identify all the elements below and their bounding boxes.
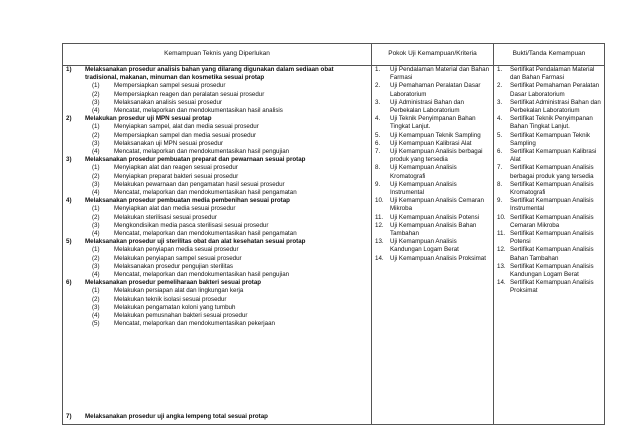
sub-item-number: (2) — [92, 90, 100, 98]
sub-item-text: Melakukan pemusnahan bakteri sesuai prosedur — [114, 312, 248, 320]
evidence-item-text: Sertifikat Pemahaman Peralatan Dasar Laboratorium — [510, 82, 600, 98]
sub-item-text: Melakukan penyiapan media sesuai prosedur — [114, 246, 239, 254]
evidence-item — [497, 132, 601, 148]
criteria-item-number: 6. — [375, 139, 381, 147]
evidence-item-text: Sertifikat Kemampuan Analisis berbagai produk yang tersedia — [510, 164, 594, 180]
criteria-item — [375, 214, 490, 222]
competency-2 — [66, 115, 368, 156]
criteria-item-text: Uji Kemampuan Analisis Kromatografi — [390, 164, 457, 180]
criteria-item-text: Uji Kemampuan Teknik Sampling — [390, 131, 481, 139]
criteria-item-text: Uji Kemampuan Analisis Cemaran Mikroba — [390, 197, 484, 213]
criteria-item — [375, 132, 490, 140]
evidence-item-number: 2. — [497, 82, 503, 90]
criteria-item-number: 8. — [375, 164, 381, 172]
evidence-item-number: 4. — [497, 115, 503, 123]
header-technical-skills: Kemampuan Teknis yang Diperlukan — [63, 44, 372, 66]
competency-title: Melaksanakan prosedur pembuatan media pembenihan sesuai protap — [85, 197, 290, 205]
table-row — [63, 66, 605, 425]
evidence-item-text: Sertifikat Kemampuan Teknik Sampling — [510, 131, 591, 147]
evidence-item — [497, 197, 601, 213]
sub-item-text: Mengkondisikan media pasca sterilisasi sesuai prosedur — [114, 221, 269, 229]
competency-number: 2) — [66, 115, 72, 123]
sub-item-text: Mencatat, melaporkan dan mendokumentasikan hasil pengujian — [114, 148, 290, 156]
criteria-item — [375, 238, 490, 254]
criteria-item-text: Uji Kemampuan Analisis Proksimat — [390, 254, 486, 262]
sub-item — [66, 271, 368, 279]
criteria-item-text: Uji Kemampuan Kalibrasi Alat — [390, 139, 472, 147]
evidence-item — [497, 230, 601, 246]
competency-heading — [66, 66, 368, 82]
competency-title: Melaksanakan prosedur uji sterilitas obat dan alat kesehatan sesuai protap — [85, 238, 306, 246]
evidence-item-number: 11. — [497, 230, 506, 238]
sub-item-number: (4) — [92, 148, 100, 156]
sub-item-number: (1) — [92, 123, 100, 131]
competency-heading — [66, 156, 368, 164]
competency-heading — [66, 115, 368, 123]
competency-heading — [66, 197, 368, 205]
evidence-item-text: Sertifikat Administrasi Bahan dan Perbekalan Laboratorium — [510, 98, 601, 115]
sub-item — [66, 140, 368, 148]
criteria-item-text: Uji Kemampuan Analisis Instrumental — [390, 180, 457, 197]
criteria-item-text: Uji Pemahaman Peralatan Dasar Laboratorium — [390, 82, 481, 98]
sub-item-text: Melakukan pewarnaan dan pengamatan hasil sesuai prosedur — [114, 180, 285, 188]
competency-number: 4) — [66, 197, 72, 205]
criteria-item-number: 4. — [375, 115, 381, 123]
evidence-item-text: Sertifikat Kemampuan Kalibrasi Alat — [510, 148, 597, 164]
criteria-item-text: Uji Pendalaman Material dan Bahan Farmasi — [390, 66, 490, 82]
technical-skills-cell — [63, 66, 372, 425]
sub-item — [66, 222, 368, 230]
sub-item — [66, 123, 368, 131]
sub-item-text: Melaksanakan analisis sesuai prosedur — [114, 98, 222, 106]
criteria-item-text: Uji Administrasi Bahan dan Perbekalan Laboratorium — [390, 98, 464, 115]
sub-item — [66, 263, 368, 271]
sub-item-number: (1) — [92, 205, 100, 213]
evidence-item-number: 7. — [497, 164, 503, 172]
sub-item-text: Mencatat, melaporkan dan mendokumentasikan hasil pengamatan — [114, 189, 297, 197]
evidence-item-number: 10. — [497, 213, 506, 221]
criteria-item — [375, 164, 490, 180]
sub-item — [66, 91, 368, 99]
evidence-item-text: Sertifikat Kemampuan Analisis Instrumental — [510, 197, 594, 213]
competency-title: Melakukan prosedur uji MPN sesuai protap — [85, 115, 212, 123]
competency-heading — [66, 238, 368, 246]
evidence-item-number: 12. — [497, 246, 506, 254]
sub-item-number: (4) — [92, 230, 100, 238]
criteria-item-number: 3. — [375, 98, 381, 106]
criteria-item-number: 14. — [375, 254, 384, 262]
sub-item-text: Melakukan persiapan alat dan lingkungan kerja — [114, 287, 244, 295]
sub-item-number: (3) — [92, 221, 100, 229]
sub-item — [66, 312, 368, 320]
sub-item-text: Melakukan teknik isolasi sesuai prosedur — [114, 295, 227, 303]
sub-item — [66, 246, 368, 254]
sub-item — [66, 189, 368, 197]
sub-item-number: (4) — [92, 189, 100, 197]
criteria-item-number: 11. — [375, 213, 384, 221]
sub-item-text: Menyiapkan sampel, alat dan media sesuai prosedur — [114, 123, 259, 131]
competency-6 — [66, 279, 368, 328]
sub-item-number: (3) — [92, 139, 100, 147]
sub-item-number: (2) — [92, 254, 100, 262]
evidence-item — [497, 164, 601, 180]
criteria-item — [375, 148, 490, 164]
sub-item — [66, 164, 368, 172]
competency-number: 7) — [66, 412, 72, 420]
evidence-item-number: 6. — [497, 148, 503, 156]
sub-item-text: Mencatat, melaporkan dan mendokumentasikan hasil analisis — [114, 107, 283, 115]
criteria-item — [375, 197, 490, 213]
criteria-item-number: 7. — [375, 148, 381, 156]
competency-4 — [66, 197, 368, 238]
sub-item-number: (3) — [92, 180, 100, 188]
sub-item-text: Mempersiapkan sampel sesuai prosedur — [114, 82, 226, 90]
evidence-item-number: 5. — [497, 131, 503, 139]
criteria-item-number: 2. — [375, 82, 381, 90]
evidence-item-number: 13. — [497, 262, 506, 270]
evidence-item — [497, 66, 601, 82]
competency-3 — [66, 156, 368, 197]
competency-heading — [66, 279, 368, 287]
evidence-item-text: Sertifikat Teknik Penyimpanan Bahan Tingkat Lanjut. — [510, 115, 593, 131]
sub-item-number: (3) — [92, 98, 100, 106]
evidence-item — [497, 82, 601, 98]
criteria-item-number: 9. — [375, 180, 381, 188]
competency-list — [66, 66, 368, 329]
evidence-item-text: Sertifikat Kemampuan Analisis Potensi — [510, 230, 594, 246]
evidence-item-text: Sertifikat Kemampuan Analisis Proksimat — [510, 279, 594, 295]
sub-item — [66, 214, 368, 222]
evidence-list — [497, 66, 601, 296]
sub-item-text: Mempersiapkan sampel dan media sesuai prosedur — [114, 131, 257, 139]
criteria-item — [375, 181, 490, 197]
sub-item — [66, 82, 368, 90]
competency-1 — [66, 66, 368, 115]
criteria-item-number: 1. — [375, 66, 381, 73]
sub-item — [66, 205, 368, 213]
header-test-criteria: Pokok Uji Kemampuan/Kriteria — [372, 44, 494, 66]
sub-item — [66, 255, 368, 263]
criteria-list — [375, 66, 490, 263]
sub-item-text: Menyiapkan alat dan media sesuai prosedur — [114, 205, 236, 213]
competency-title: Melaksanakan prosedur uji angka lempeng total sesuai protap — [85, 412, 268, 420]
sub-item-number: (1) — [92, 82, 100, 90]
sub-item — [66, 132, 368, 140]
evidence-item-text: Sertifikat Kemampuan Analisis Kromatografi — [510, 180, 594, 197]
evidence-item — [497, 115, 601, 131]
criteria-item-text: Uji Teknik Penyimpanan Bahan Tingkat Lanjut. — [390, 115, 476, 131]
sub-item-number: (2) — [92, 131, 100, 139]
sub-item-number: (2) — [92, 295, 100, 303]
competency-title: Melaksanakan prosedur pemeliharaan bakteri sesuai protap — [85, 279, 262, 287]
criteria-item-number: 10. — [375, 197, 384, 205]
sub-item-text: Menyiapkan alat dan reagen sesuai prosedur — [114, 164, 238, 172]
sub-item-number: (2) — [92, 172, 100, 180]
table-header-row — [63, 44, 605, 66]
evidence-item-text: Sertifikat Pendalaman Material dan Bahan Farmasi — [510, 66, 595, 82]
criteria-item-number: 12. — [375, 221, 384, 229]
sub-item-number: (1) — [92, 164, 100, 172]
sub-item-number: (1) — [92, 246, 100, 254]
criteria-item-text: Uji Kemampuan Analisis Bahan Tambahan — [390, 221, 477, 238]
criteria-item — [375, 99, 490, 115]
sub-item — [66, 99, 368, 107]
sub-item-number: (4) — [92, 107, 100, 115]
evidence-item-number: 14. — [497, 279, 506, 287]
sub-item-text: Mempersiapkan reagen dan peralatan sesuai prosedur — [114, 90, 265, 98]
competency-title: Melaksanakan prosedur pembuatan preparat dan pewarnaan sesuai protap — [85, 156, 306, 164]
sub-item-text: Mencatat, melaporkan dan mendokumentasikan hasil pengujian — [114, 271, 290, 279]
sub-item-text: Melaksanakan uji MPN sesuai prosedur — [114, 139, 224, 147]
criteria-item — [375, 255, 490, 263]
sub-item-text: Melaksanakan prosedur pengujian sterilitas — [114, 262, 234, 270]
sub-item-text: Mencatat, melaporkan dan mendokumentasikan pekerjaan — [114, 320, 275, 328]
sub-item — [66, 107, 368, 115]
evidence-item-number: 1. — [497, 66, 503, 73]
sub-item-text: Melakukan sterilisasi sesuai prosedur — [114, 213, 217, 221]
evidence-item — [497, 263, 601, 279]
evidence-cell — [494, 66, 605, 425]
sub-item-number: (3) — [92, 303, 100, 311]
sub-item — [66, 296, 368, 304]
sub-item — [66, 304, 368, 312]
competency-5 — [66, 238, 368, 279]
criteria-item-number: 5. — [375, 131, 381, 139]
evidence-item — [497, 279, 601, 295]
sub-item-text: Menyiapkan preparat bakteri sesuai prosedur — [114, 172, 239, 180]
evidence-item-text: Sertifikat Kemampuan Analisis Cemaran Mikroba — [510, 213, 594, 229]
sub-item-number: (4) — [92, 312, 100, 320]
header-evidence: Bukti/Tanda Kemampuan — [494, 44, 605, 66]
evidence-item — [497, 181, 601, 197]
criteria-item-text: Uji Kemampuan Analisis Potensi — [390, 213, 480, 221]
evidence-item-number: 3. — [497, 98, 503, 106]
sub-item — [66, 230, 368, 238]
evidence-item-number: 9. — [497, 197, 503, 205]
competency-table — [62, 43, 605, 425]
competency-7 — [66, 413, 368, 421]
evidence-item — [497, 214, 601, 230]
sub-item-number: (4) — [92, 271, 100, 279]
competency-title: Melaksanakan prosedur analisis bahan yang dilarang digunakan dalam sediaan obat tradisional, makanan, minuman dan kosmetika sesuai protap — [85, 66, 334, 82]
criteria-item — [375, 82, 490, 98]
criteria-cell — [372, 66, 494, 425]
sub-item — [66, 287, 368, 295]
criteria-item-number: 13. — [375, 238, 384, 246]
evidence-item — [497, 246, 601, 262]
criteria-item — [375, 222, 490, 238]
sub-item-number: (3) — [92, 262, 100, 270]
competency-number: 3) — [66, 156, 72, 164]
criteria-item — [375, 66, 490, 82]
competency-number: 6) — [66, 279, 72, 287]
sub-item — [66, 173, 368, 181]
sub-item-number: (2) — [92, 213, 100, 221]
sub-item-text: Melakukan penyiapan sampel sesuai prosedur — [114, 254, 242, 262]
criteria-item — [375, 140, 490, 148]
sub-item — [66, 148, 368, 156]
competency-number: 1) — [66, 66, 72, 73]
sub-item — [66, 320, 368, 328]
criteria-item — [375, 115, 490, 131]
evidence-item-text: Sertifikat Kemampuan Analisis Bahan Tambahan — [510, 246, 594, 262]
evidence-item-text: Sertifikat Kemampuan Analisis Kandungan Logam Berat — [510, 262, 594, 279]
sub-item-number: (5) — [92, 320, 100, 328]
sub-item-text: Melakukan pengamatan koloni yang tumbuh — [114, 303, 236, 311]
criteria-item-text: Uji Kemampuan Analisis Kandungan Logam Berat — [390, 238, 459, 254]
criteria-item-text: Uji Kemampuan Analisis berbagai produk yang tersedia — [390, 148, 483, 164]
sub-item-number: (1) — [92, 287, 100, 295]
evidence-item-number: 8. — [497, 180, 503, 188]
evidence-item — [497, 148, 601, 164]
sub-item — [66, 181, 368, 189]
evidence-item — [497, 99, 601, 115]
sub-item-text: Mencatat, melaporkan dan mendokumentasikan hasil pengamatan — [114, 230, 297, 238]
competency-number: 5) — [66, 238, 72, 246]
